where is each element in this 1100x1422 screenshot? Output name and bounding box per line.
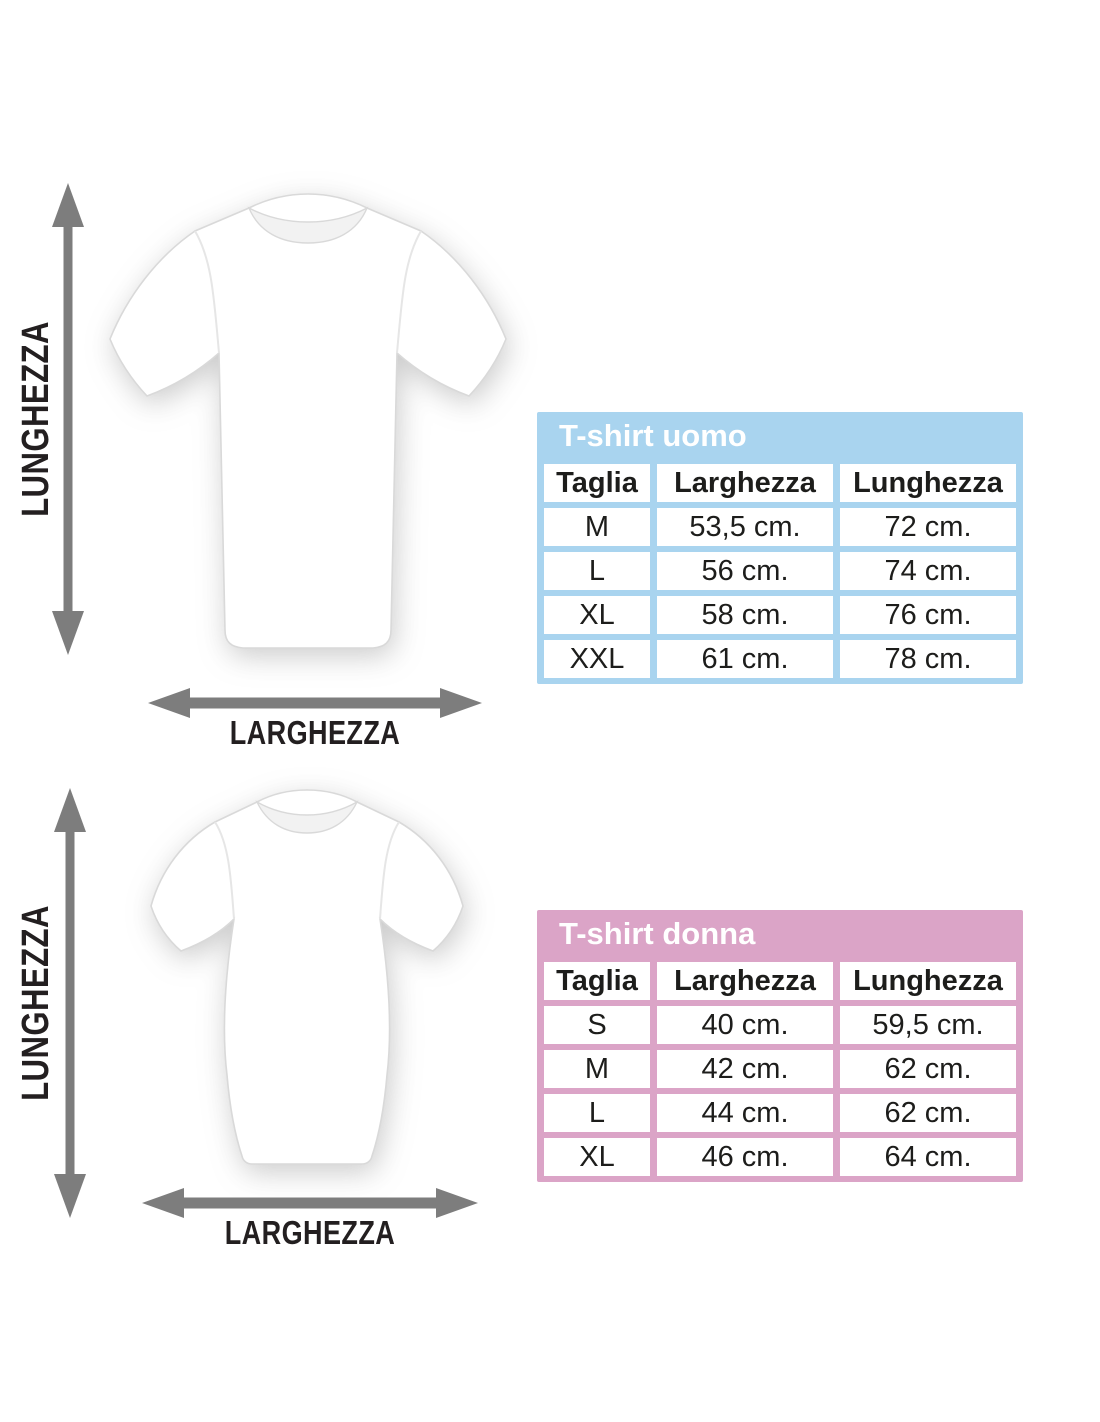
men-column-header-lunghezza: Lunghezza (840, 464, 1016, 502)
width-cell: 61 cm. (657, 640, 833, 678)
width-cell: 56 cm. (657, 552, 833, 590)
size-cell: L (544, 552, 650, 590)
men-table-header-row (544, 464, 1016, 502)
size-cell: XL (544, 596, 650, 634)
length-cell: 59,5 cm. (840, 1006, 1016, 1044)
men-size-grid (537, 458, 1023, 684)
men-table-row-l (544, 552, 1016, 590)
size-cell: L (544, 1094, 650, 1132)
women-table-row-xl (544, 1138, 1016, 1176)
men-column-header-taglia: Taglia (544, 464, 650, 502)
length-cell: 64 cm. (840, 1138, 1016, 1176)
women-table-row-l (544, 1094, 1016, 1132)
width-cell: 53,5 cm. (657, 508, 833, 546)
size-cell: M (544, 508, 650, 546)
width-cell: 46 cm. (657, 1138, 833, 1176)
women-column-header-lunghezza: Lunghezza (840, 962, 1016, 1000)
length-cell: 76 cm. (840, 596, 1016, 634)
women-shirt-image (121, 780, 493, 1178)
women-width-label: LARGHEZZA (224, 1214, 396, 1251)
men-column-header-larghezza: Larghezza (657, 464, 833, 502)
men-table-row-xl (544, 596, 1016, 634)
women-size-grid (537, 956, 1023, 1182)
women-table-row-m (544, 1050, 1016, 1088)
width-cell: 44 cm. (657, 1094, 833, 1132)
women-table-title: T-shirt donna (559, 916, 756, 951)
women-column-header-larghezza: Larghezza (657, 962, 833, 1000)
women-length-label: LUNGHEZZA (15, 905, 57, 1101)
women-size-table (537, 910, 1023, 1182)
women-table-row-s (544, 1006, 1016, 1044)
width-cell: 40 cm. (657, 1006, 833, 1044)
men-length-label: LUNGHEZZA (15, 321, 57, 517)
women-column-header-taglia: Taglia (544, 962, 650, 1000)
size-cell: XL (544, 1138, 650, 1176)
men-table-row-xxl (544, 640, 1016, 678)
length-cell: 74 cm. (840, 552, 1016, 590)
men-table-row-m (544, 508, 1016, 546)
women-table-header-row (544, 962, 1016, 1000)
men-size-table (537, 412, 1023, 684)
size-cell: S (544, 1006, 650, 1044)
men-width-label: LARGHEZZA (229, 714, 401, 751)
size-cell: XXL (544, 640, 650, 678)
length-cell: 62 cm. (840, 1094, 1016, 1132)
length-cell: 78 cm. (840, 640, 1016, 678)
length-cell: 62 cm. (840, 1050, 1016, 1088)
width-cell: 58 cm. (657, 596, 833, 634)
length-cell: 72 cm. (840, 508, 1016, 546)
width-cell: 42 cm. (657, 1050, 833, 1088)
men-shirt-image (96, 180, 520, 678)
men-table-title: T-shirt uomo (559, 418, 747, 453)
size-cell: M (544, 1050, 650, 1088)
